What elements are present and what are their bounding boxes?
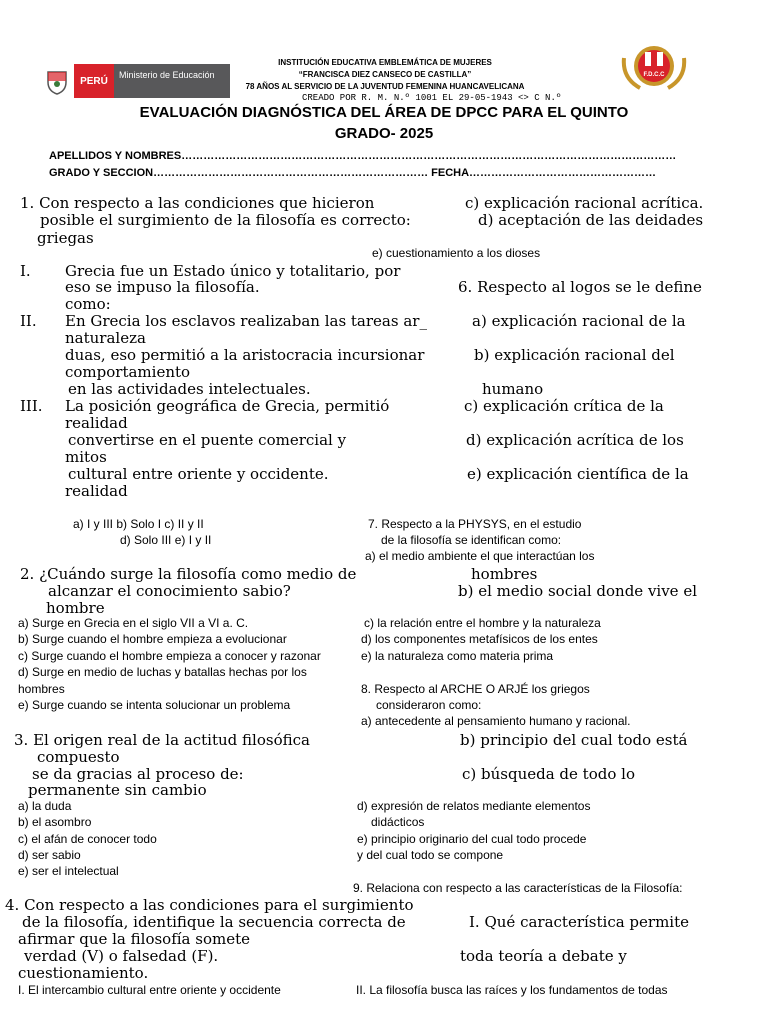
exam-line: duas, eso permitió a la aristocracia incursionar <box>65 346 425 364</box>
exam-line: e) cuestionamiento a los dioses <box>372 246 541 260</box>
logo-country: PERÚ <box>74 64 114 98</box>
exam-line: e) la naturaleza como materia prima <box>361 649 554 663</box>
exam-line: a) el medio ambiente el que interactúan los <box>365 549 595 563</box>
crest-label: F.D.C.C <box>643 72 665 78</box>
exam-line: a) antecedente al pensamiento humano y racional. <box>361 714 631 728</box>
exam-line: permanente sin cambio <box>28 781 207 799</box>
exam-line: hombre <box>46 599 105 617</box>
exam-line: didácticos <box>371 815 425 829</box>
exam-line: hombres <box>18 682 65 696</box>
exam-line: a) Surge en Grecia en el siglo VII a VI a. C. <box>18 616 249 630</box>
exam-line: I. Qué característica permite <box>469 913 690 931</box>
exam-line: c) explicación crítica de la <box>464 397 664 415</box>
exam-line: compuesto <box>37 748 120 766</box>
exam-subtitle: GRADO- 2025 <box>334 125 434 142</box>
school-crest-icon <box>620 38 688 94</box>
exam-line: c) Surge cuando el hombre empieza a conocer y razonar <box>18 649 321 663</box>
exam-line: realidad <box>65 414 128 432</box>
exam-line: eso se impuso la filosofía. <box>65 278 260 296</box>
exam-line: c) el afán de conocer todo <box>18 832 157 846</box>
exam-line: griegas <box>37 229 94 247</box>
exam-line: naturaleza <box>65 329 146 347</box>
peru-shield-icon <box>40 64 74 98</box>
exam-line: e) principio originario del cual todo procede <box>357 832 587 846</box>
exam-line: 2. ¿Cuándo surge la filosofía como medio de <box>20 565 357 583</box>
exam-line: mitos <box>65 448 107 466</box>
exam-line: 7. Respecto a la PHYSYS, en el estudio <box>368 517 582 531</box>
exam-line: 4. Con respecto a las condiciones para el surgimiento <box>5 896 414 914</box>
exam-line: d) expresión de relatos mediante elementos <box>357 799 591 813</box>
exam-line: b) explicación racional del <box>474 346 675 364</box>
exam-line: I. El intercambio cultural entre oriente y occidente <box>18 983 281 997</box>
exam-line: d) Solo III e) I y II <box>120 533 212 547</box>
exam-line: consideraron como: <box>376 698 482 712</box>
exam-line: II. La filosofía busca las raíces y los fundamentos de todas <box>356 983 668 997</box>
exam-line: cultural entre oriente y occidente. <box>68 465 329 483</box>
grade-date-field[interactable]: GRADO Y SECCION………………………………………………………………… FECHA…………………………………………… <box>49 167 657 179</box>
exam-line: posible el surgimiento de la filosofía es correcto: <box>40 211 411 229</box>
creation-resolution: CREADO POR R. M. N.º 1001 EL 29-05-1943 <> C N.º <box>302 93 562 103</box>
exam-line: humano <box>482 380 544 398</box>
exam-line: convertirse en el puente comercial y <box>68 431 347 449</box>
exam-line: d) ser sabio <box>18 848 81 862</box>
exam-line: cuestionamiento. <box>18 964 149 982</box>
exam-line: c) búsqueda de todo lo <box>462 765 635 783</box>
exam-line: de la filosofía se identifican como: <box>381 533 562 547</box>
exam-line: a) explicación racional de la <box>472 312 686 330</box>
exam-line: d) aceptación de las deidades <box>478 211 704 229</box>
exam-line: 8. Respecto al ARCHE O ARJÉ los griegos <box>361 682 590 696</box>
exam-line: d) los componentes metafísicos de los entes <box>361 632 598 646</box>
exam-line: 9. Relaciona con respecto a las características de la Filosofía: <box>353 881 683 895</box>
anniversary-line: 78 AÑOS AL SERVICIO DE LA JUVENTUD FEMENINA HUANCAVELICANA <box>245 82 525 91</box>
logo-ministry: Ministerio de Educación <box>114 64 230 98</box>
exam-line: a) la duda <box>18 799 72 813</box>
exam-line: 1. Con respecto a las condiciones que hicieron <box>20 194 375 212</box>
exam-line: realidad <box>65 482 128 500</box>
exam-line: en las actividades intelectuales. <box>68 380 311 398</box>
exam-line: c) explicación racional acrítica. <box>465 194 704 212</box>
exam-line: b) el asombro <box>18 815 92 829</box>
exam-line: b) Surge cuando el hombre empieza a evolucionar <box>18 632 287 646</box>
exam-line: c) la relación entre el hombre y la naturaleza <box>364 616 601 630</box>
exam-line: e) Surge cuando se intenta solucionar un problema <box>18 698 291 712</box>
exam-line: 3. El origen real de la actitud filosófica <box>14 731 310 749</box>
institution-line: INSTITUCIÓN EDUCATIVA EMBLEMÁTICA DE MUJERES <box>278 58 492 67</box>
exam-line: y del cual todo se compone <box>357 848 504 862</box>
exam-line: b) principio del cual todo está <box>460 731 688 749</box>
exam-line: alcanzar el conocimiento sabio? <box>48 582 291 600</box>
exam-line: comportamiento <box>65 363 191 381</box>
exam-line: afirmar que la filosofía somete <box>18 930 250 948</box>
exam-line: e) ser el intelectual <box>18 864 119 878</box>
name-field[interactable]: APELLIDOS Y NOMBRES……………………………………………………………………………………………………………………… <box>49 150 677 162</box>
exam-line: 6. Respecto al logos se le define <box>458 278 702 296</box>
exam-line: verdad (V) o falsedad (F). <box>24 947 219 965</box>
exam-line: como: <box>65 295 111 313</box>
exam-line: b) el medio social donde vive el <box>458 582 698 600</box>
exam-line: III. <box>20 397 43 415</box>
ministry-logo <box>40 64 230 98</box>
school-name: “FRANCISCA DIEZ CANSECO DE CASTILLA” <box>298 70 472 79</box>
exam-line: d) Surge en medio de luchas y batallas hechas por los <box>18 665 307 679</box>
exam-line: se da gracias al proceso de: <box>32 765 244 783</box>
exam-line: Grecia fue un Estado único y totalitario, por <box>65 262 401 280</box>
exam-line: toda teoría a debate y <box>460 947 627 965</box>
exam-line: de la filosofía, identifique la secuencia correcta de <box>22 913 406 931</box>
exam-line: d) explicación acrítica de los <box>466 431 684 449</box>
exam-line: II. <box>20 312 37 330</box>
exam-title: EVALUACIÓN DIAGNÓSTICA DEL ÁREA DE DPCC PARA EL QUINTO <box>139 104 629 121</box>
exam-line: hombres <box>471 565 538 583</box>
exam-line: En Grecia los esclavos realizaban las tareas ar_ <box>65 312 427 330</box>
exam-line: I. <box>20 262 31 280</box>
exam-line: La posición geográfica de Grecia, permitió <box>65 397 390 415</box>
exam-line: e) explicación científica de la <box>467 465 689 483</box>
exam-line: a) I y III b) Solo I c) II y II <box>73 517 204 531</box>
